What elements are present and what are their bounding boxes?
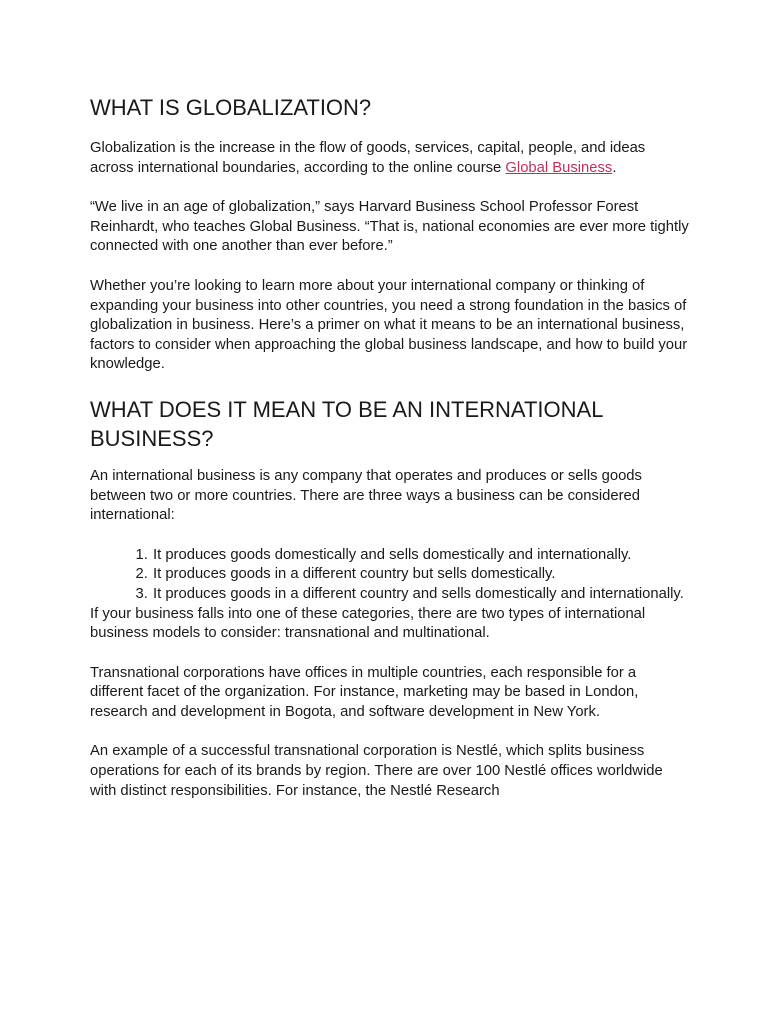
paragraph-business-models: If your business falls into one of these categories, there are two types of international business models to consider: transnational and multinational. — [90, 605, 646, 642]
ways-list — [90, 546, 690, 605]
paragraph-globalization-definition — [90, 139, 690, 178]
paragraph-nestle-example: An example of a successful transnational corporation is Nestlé, which splits business operations for each of its brands by region. There are over 100 Nestlé offices worldwide with distinct responsibilities. For instance, the Nestlé Research — [90, 743, 663, 799]
global-business-link[interactable]: Global Business — [505, 159, 613, 176]
paragraph-reinhardt-quote: “We live in an age of globalization,” says Harvard Business School Professor Forest Reinhardt, who teaches Global Business. “That is, national economies are ever more tightly connected with one another than ever before.” — [90, 199, 689, 255]
list-item: 1. It produces goods domestically and sells domestically and internationally. — [152, 546, 690, 566]
document-page — [90, 93, 690, 821]
heading-international-business: WHAT DOES IT MEAN TO BE AN INTERNATIONAL BUSINESS? — [90, 396, 603, 451]
list-item: 3. It produces goods in a different country and sells domestically and internationally. — [152, 585, 690, 605]
paragraph-transnational-corporations: Transnational corporations have offices in multiple countries, each responsible for a different facet of the organization. For instance, marketing may be based in London, research and development in Bogota, and software development in New York. — [90, 664, 639, 720]
paragraph-international-business-definition: An international business is any company that operates and produces or sells goods between two or more countries. There are three ways a business can be considered international: — [90, 467, 642, 524]
paragraph-text-end: . — [612, 159, 617, 176]
list-item: 2. It produces goods in a different country but sells domestically. — [152, 565, 690, 585]
paragraph-text: Globalization is the increase in the flow of goods, services, capital, people, and ideas across international boundaries, according to the online course — [90, 140, 646, 176]
paragraph-primer-intro: Whether you’re looking to learn more about your international company or thinking of expanding your business into other countries, you need a strong foundation in the basics of globalization in business. Here’s a primer on what it means to be an international business, factors to consider when approaching the global business landscape, and how to build your knowledge. — [90, 277, 688, 373]
heading-what-is-globalization: WHAT IS GLOBALIZATION? — [90, 95, 372, 120]
